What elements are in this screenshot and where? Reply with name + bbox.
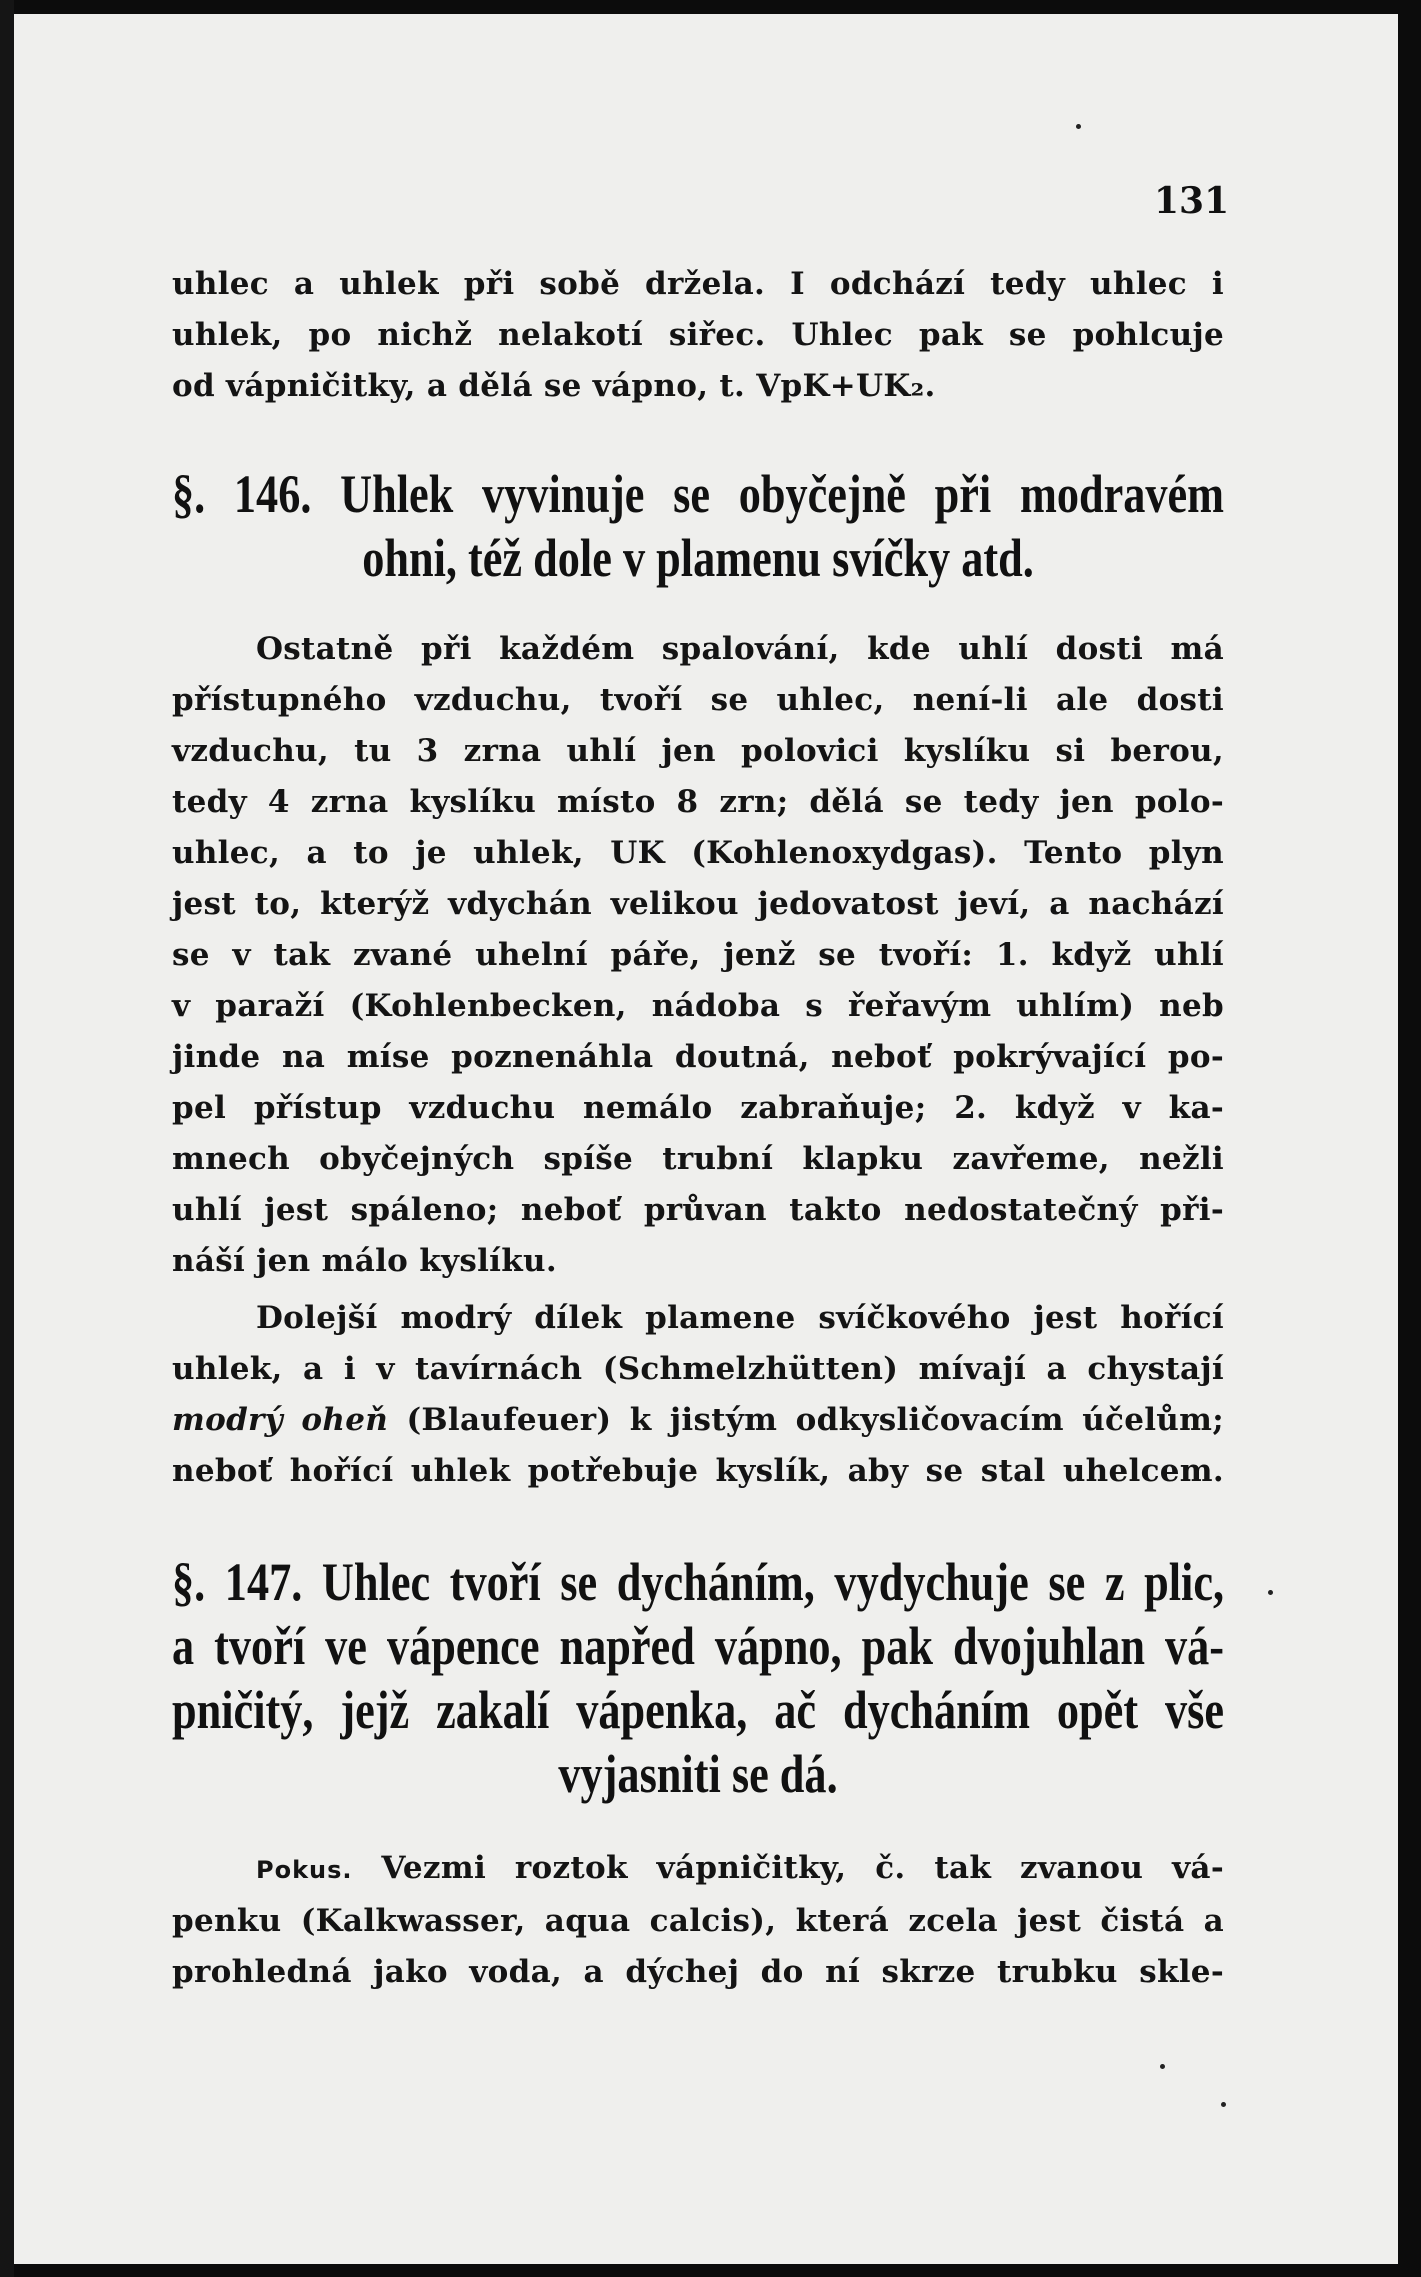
heading-text: Uhlec tvoří se dycháním, vydychuje se z plic, xyxy=(321,1552,1225,1612)
text-line: Dolejší modrý dílek plamene svíčkového jest hořící xyxy=(256,1300,1224,1336)
text-fragment: (Blaufeuer) k jistým odkysličovacím účelům; xyxy=(406,1402,1224,1438)
pokus-label: Pokus. xyxy=(256,1856,353,1884)
book-page xyxy=(14,14,1398,2264)
section-147-heading xyxy=(172,1550,1224,1806)
paragraph-dolejsi xyxy=(172,1293,1224,1497)
italic-term: modrý oheň xyxy=(172,1402,389,1438)
scan-dark-edge xyxy=(0,0,14,2277)
paragraph-pokus xyxy=(172,1843,1224,1998)
paragraph-continuation xyxy=(172,259,1224,412)
text-line: penku (Kalkwasser, aqua calcis), která zcela jest čistá a xyxy=(172,1903,1224,1939)
section-number: §. 147. xyxy=(172,1552,303,1612)
text-line xyxy=(172,1395,1224,1446)
text-line: uhlek, po nichž nelakotí siřec. Uhlec pak se pohlcuje xyxy=(172,317,1224,353)
text-line: neboť hořící uhlek potřebuje kyslík, aby se stal uhelcem. xyxy=(172,1453,1224,1489)
scan-speck xyxy=(1268,1590,1273,1595)
heading-text: Uhlek vyvinuje se obyčejně při modravém xyxy=(340,464,1225,524)
text-line xyxy=(172,1843,1224,1896)
text-line: vzduchu, tu 3 zrna uhlí jen polovici kyslíku si berou, xyxy=(172,733,1224,769)
text-line: jinde na míse poznenáhla doutná, neboť pokrývající po- xyxy=(172,1039,1224,1075)
scan-speck xyxy=(1221,2102,1226,2107)
text-line: přístupného vzduchu, tvoří se uhlec, není-li ale dosti xyxy=(172,682,1224,718)
scan-speck xyxy=(1160,2064,1165,2069)
section-146-heading xyxy=(172,462,1224,590)
text-line: uhlec a uhlek při sobě držela. I odchází tedy uhlec i xyxy=(172,266,1224,302)
text-line: v paraží (Kohlenbecken, nádoba s řeřavým uhlím) neb xyxy=(172,988,1224,1024)
text-line: mnech obyčejných spíše trubní klapku zavřeme, nežli xyxy=(172,1141,1224,1177)
text-fragment: Vezmi roztok vápničitky, č. tak zvanou vá- xyxy=(381,1850,1224,1886)
text-line: jest to, kterýž vdychán velikou jedovatost jeví, a nachází xyxy=(172,886,1224,922)
text-line: náší jen málo kyslíku. xyxy=(172,1243,557,1279)
text-line: Ostatně při každém spalování, kde uhlí dosti má xyxy=(256,631,1224,667)
heading-line xyxy=(172,462,1224,526)
text-line: se v tak zvané uhelní páře, jenž se tvoří: 1. když uhlí xyxy=(172,937,1224,973)
paragraph-ostatne xyxy=(172,624,1224,1287)
text-line: od vápničitky, a dělá se vápno, t. VpK+UK₂. xyxy=(172,368,936,404)
scan-speck xyxy=(1076,124,1081,129)
heading-line xyxy=(172,1550,1224,1614)
text-line: prohledná jako voda, a dýchej do ní skrze trubku skle- xyxy=(172,1954,1224,1990)
heading-line: a tvoří ve vápence napřed vápno, pak dvojuhlan vá- xyxy=(172,1616,1225,1676)
heading-line: vyjasniti se dá. xyxy=(558,1744,838,1804)
text-line: tedy 4 zrna kyslíku místo 8 zrn; dělá se tedy jen polo- xyxy=(172,784,1224,820)
text-line: pel přístup vzduchu nemálo zabraňuje; 2. když v ka- xyxy=(172,1090,1224,1126)
text-line: uhlí jest spáleno; neboť průvan takto nedostatečný při- xyxy=(172,1192,1224,1228)
text-line: uhlek, a i v tavírnách (Schmelzhütten) mívají a chystají xyxy=(172,1351,1224,1387)
section-number: §. 146. xyxy=(172,464,312,524)
text-line: uhlec, a to je uhlek, UK (Kohlenoxydgas). Tento plyn xyxy=(172,835,1224,871)
heading-line: ohni, též dole v plamenu svíčky atd. xyxy=(362,528,1034,588)
page-number: 131 xyxy=(1154,180,1230,222)
heading-line: pničitý, jejž zakalí vápenka, ač dycháním opět vše xyxy=(172,1680,1225,1740)
